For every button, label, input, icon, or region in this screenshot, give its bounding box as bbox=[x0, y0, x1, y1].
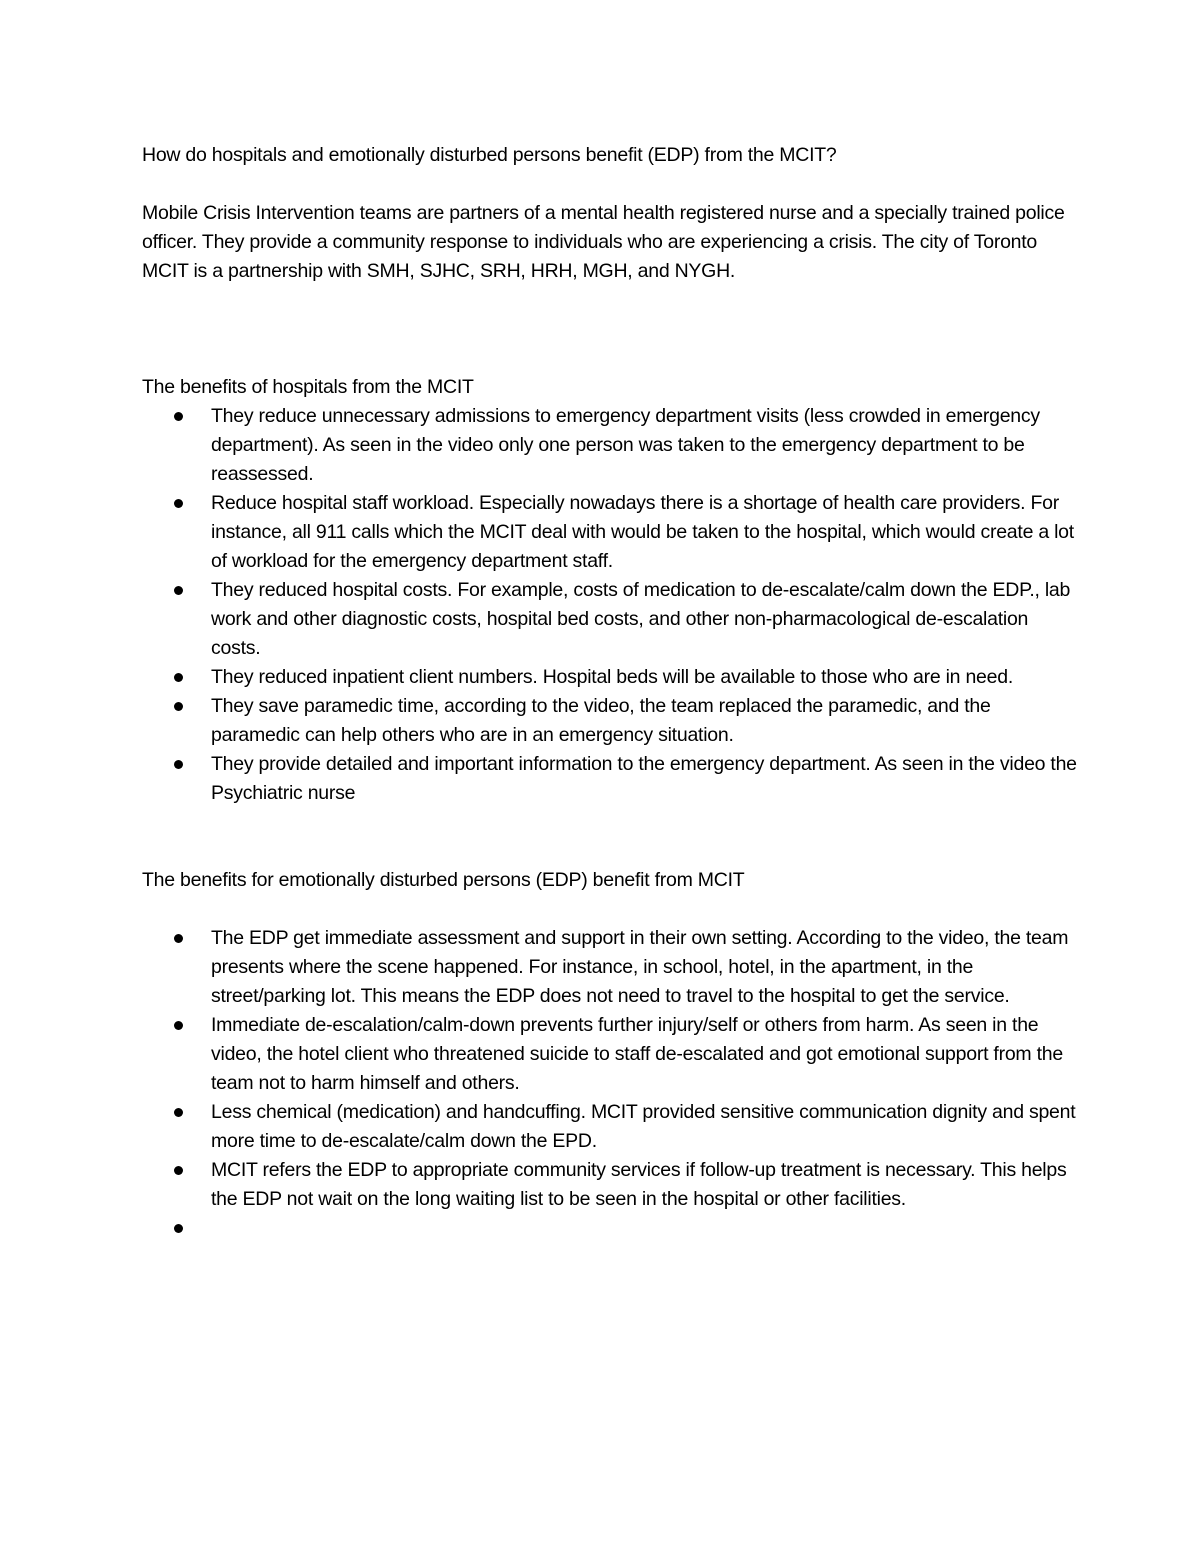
list-item-text: They reduced inpatient client numbers. Hospital beds will be available to those who are in need. bbox=[211, 666, 1013, 688]
hospitals-heading: The benefits of hospitals from the MCIT bbox=[142, 376, 474, 398]
list-item bbox=[142, 1098, 1082, 1156]
list-item bbox=[142, 1011, 1082, 1098]
intro-paragraph: Mobile Crisis Intervention teams are partners of a mental health registered nurse and a specially trained police officer. They provide a community response to individuals who are experiencing a crisis. The city of Toronto MCIT is a partnership with SMH, SJHC, SRH, HRH, MGH, and NYGH. bbox=[142, 202, 1065, 282]
list-item bbox=[142, 692, 1082, 750]
bullet-icon bbox=[174, 1224, 183, 1233]
list-item bbox=[142, 663, 1082, 692]
spacer bbox=[142, 808, 1082, 866]
list-item bbox=[142, 1156, 1082, 1214]
bullet-icon bbox=[174, 586, 183, 595]
edp-benefits-list bbox=[142, 924, 1082, 1243]
list-item bbox=[142, 402, 1082, 489]
bullet-icon bbox=[174, 702, 183, 711]
list-item-text: They reduced hospital costs. For example, costs of medication to de-escalate/calm down the EDP., lab work and other diagnostic costs, hospital bed costs, and other non-pharmacological de-escalation costs. bbox=[211, 579, 1071, 659]
bullet-icon bbox=[174, 760, 183, 769]
spacer bbox=[142, 170, 1082, 199]
bullet-icon bbox=[174, 499, 183, 508]
list-item-text: The EDP get immediate assessment and support in their own setting. According to the video, the team presents where the scene happened. For instance, in school, hotel, in the apartment, in the street/parking lot. This means the EDP does not need to travel to the hospital to get the service. bbox=[211, 927, 1069, 1007]
spacer bbox=[142, 286, 1082, 373]
bullet-icon bbox=[174, 934, 183, 943]
list-item bbox=[142, 924, 1082, 1011]
document-body bbox=[142, 141, 1082, 1243]
bullet-icon bbox=[174, 1166, 183, 1175]
edp-heading: The benefits for emotionally disturbed persons (EDP) benefit from MCIT bbox=[142, 869, 745, 891]
list-item-text: Reduce hospital staff workload. Especially nowadays there is a shortage of health care providers. For instance, all 911 calls which the MCIT deal with would be taken to the hospital, which would create a lot of workload for the emergency department staff. bbox=[211, 492, 1074, 572]
list-item-text: MCIT refers the EDP to appropriate community services if follow-up treatment is necessary. This helps the EDP not wait on the long waiting list to be seen in the hospital or other facilities. bbox=[211, 1159, 1067, 1210]
list-item-text: Less chemical (medication) and handcuffing. MCIT provided sensitive communication dignity and spent more time to de-escalate/calm down the EPD. bbox=[211, 1101, 1076, 1152]
bullet-icon bbox=[174, 673, 183, 682]
list-item-text: They provide detailed and important information to the emergency department. As seen in the video the Psychiatric nurse bbox=[211, 753, 1077, 804]
list-item-text: They save paramedic time, according to the video, the team replaced the paramedic, and the paramedic can help others who are in an emergency situation. bbox=[211, 695, 991, 746]
bullet-icon bbox=[174, 1021, 183, 1030]
list-item bbox=[142, 750, 1082, 808]
list-item bbox=[142, 576, 1082, 663]
spacer bbox=[142, 895, 1082, 924]
list-item-text: Immediate de-escalation/calm-down prevents further injury/self or others from harm. As seen in the video, the hotel client who threatened suicide to staff de-escalated and got emotional support from the team not to harm himself and others. bbox=[211, 1014, 1063, 1094]
question-heading: How do hospitals and emotionally disturbed persons benefit (EDP) from the MCIT? bbox=[142, 144, 837, 166]
hospitals-benefits-list bbox=[142, 402, 1082, 808]
empty-list-item bbox=[142, 1214, 1082, 1243]
bullet-icon bbox=[174, 1108, 183, 1117]
bullet-icon bbox=[174, 412, 183, 421]
list-item-text: They reduce unnecessary admissions to emergency department visits (less crowded in emergency department). As seen in the video only one person was taken to the emergency department to be reassessed. bbox=[211, 405, 1040, 485]
list-item bbox=[142, 489, 1082, 576]
